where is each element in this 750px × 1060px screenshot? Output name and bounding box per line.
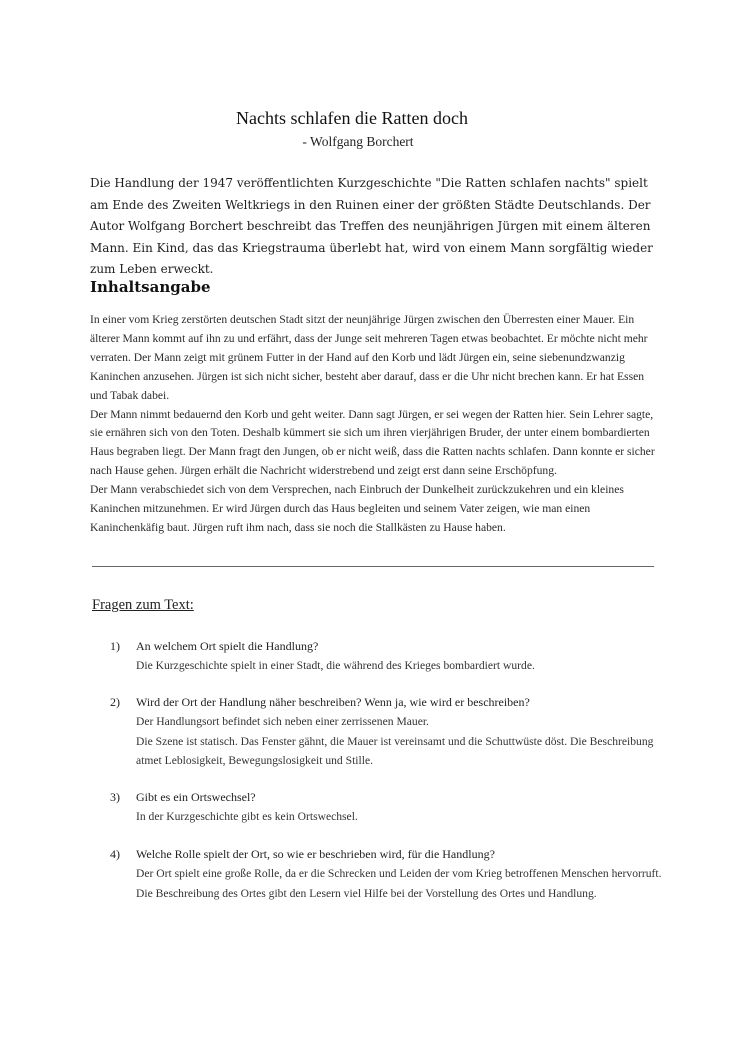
answer-text: Der Handlungsort befindet sich neben einer zerrissenen Mauer.: [136, 715, 429, 728]
summary-heading: Inhaltsangabe: [90, 278, 211, 296]
question-text: Gibt es ein Ortswechsel?: [136, 790, 256, 804]
answer-block: [136, 712, 670, 771]
summary-paragraph: In einer vom Krieg zerstörten deutschen Stadt sitzt der neunjährige Jürgen zwischen den Überresten einer Mauer. Ein älterer Mann kommt auf ihn zu und erfährt, dass der Junge seit mehreren Tagen etwas beobachtet. Er möchte nicht mehr verraten. Der Mann zeigt mit grünem Futter in der Hand auf den Korb und lädt Jürgen ein, seine siebenundzwanzig Kaninchen anzusehen. Jürgen ist sich nicht sicher, besteht aber darauf, dass er die Uhr nicht brechen kann. Er hat Essen und Tabak dabei.: [90, 313, 648, 402]
question-item: [110, 637, 670, 676]
question-item: [110, 788, 670, 827]
summary-paragraph: Der Mann nimmt bedauernd den Korb und geht weiter. Dann sagt Jürgen, er sei wegen der Ratten hier. Sein Lehrer sagte, sie ernähren sich von den Toten. Deshalb kümmert sie sich um ihren vierjährigen Bruder, der unter einem bombardierten Haus begraben liegt. Der Mann fragt den Jungen, ob er nicht weiß, dass die Ratten nachts schlafen. Dann konnte er sicher nach Hause gehen. Jürgen erhält die Nachricht widerstrebend und zeigt erst dann seine Erschöpfung.: [90, 407, 655, 478]
question-text: Welche Rolle spielt der Ort, so wie er beschrieben wird, für die Handlung?: [136, 847, 495, 861]
question-number: 3): [110, 790, 120, 804]
document-author: - Wolfgang Borchert: [302, 134, 414, 149]
summary-paragraph: Der Mann verabschiedet sich von dem Versprechen, nach Einbruch der Dunkelheit zurückzukehren und ein kleines Kaninchen mitzunehmen. Er wird Jürgen durch das Haus begleiten und seinem Vater zeigen, wie man einen Kaninchenkäfig baut. Jürgen ruft ihm nach, dass sie noch die Stallkästen zu Hause haben.: [90, 483, 624, 534]
question-item: [110, 693, 670, 771]
answer-text: Die Kurzgeschichte spielt in einer Stadt, die während des Krieges bombardiert wurde.: [136, 659, 535, 672]
answer-block: [136, 807, 670, 827]
question-text: An welchem Ort spielt die Handlung?: [136, 639, 319, 653]
question-number: 2): [110, 695, 120, 709]
question-item: [110, 845, 670, 903]
answer-text: In der Kurzgeschichte gibt es kein Ortswechsel.: [136, 810, 358, 823]
question-number: 4): [110, 847, 120, 861]
document-title: Nachts schlafen die Ratten doch: [236, 108, 468, 128]
questions-heading: Fragen zum Text:: [92, 597, 194, 613]
horizontal-divider: [92, 566, 654, 567]
intro-paragraph: Die Handlung der 1947 veröffentlichten Kurzgeschichte "Die Ratten schlafen nachts" spielt am Ende des Zweiten Weltkriegs in den Ruinen einer der größten Städte Deutschlands. Der Autor Wolfgang Borchert beschreibt das Treffen des neunjährigen Jürgen mit einem älteren Mann. Ein Kind, das das Kriegstrauma überlebt hat, wird von einem Mann sorgfältig wieder zum Leben erweckt.: [90, 176, 653, 276]
answer-block: [136, 864, 670, 903]
summary-section: [90, 311, 658, 538]
answer-text: Der Ort spielt eine große Rolle, da er die Schrecken und Leiden der vom Krieg betroffenen Menschen hervorruft. Die Beschreibung des Ortes gibt den Lesern viel Hilfe bei der Vorstellung des Ortes und Handlung.: [136, 867, 662, 900]
answer-block: [136, 656, 670, 676]
question-number: 1): [110, 639, 120, 653]
question-text: Wird der Ort der Handlung näher beschreiben? Wenn ja, wie wird er beschreiben?: [136, 695, 530, 709]
answer-text: Die Szene ist statisch. Das Fenster gähnt, die Mauer ist vereinsamt und die Schuttwüste döst. Die Beschreibung atmet Leblosigkeit, Bewegungslosigkeit und Stille.: [136, 734, 654, 767]
